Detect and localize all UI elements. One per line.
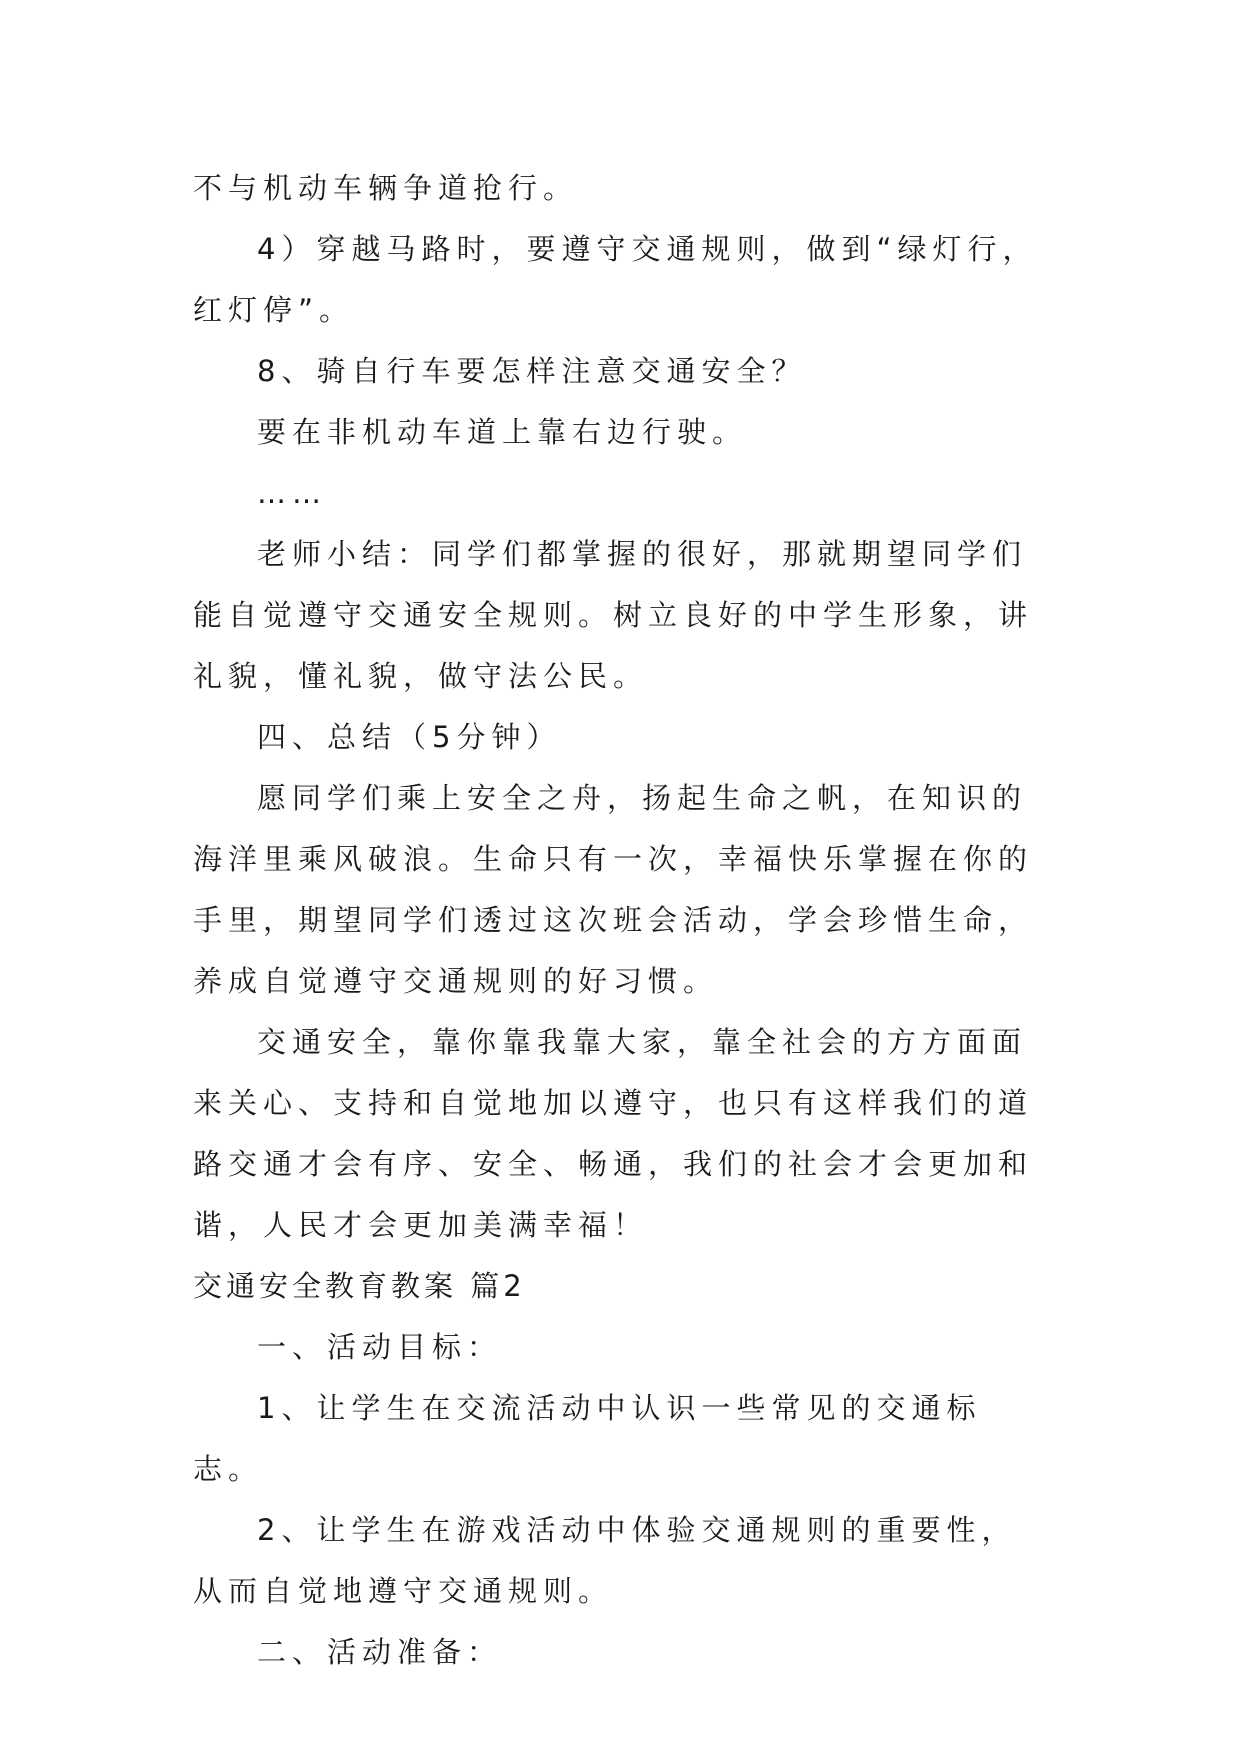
list-item: 1、让学生在交流活动中认识一些常见的交通标志。 xyxy=(193,1391,982,1486)
summary-heading: 四、总结（5分钟） xyxy=(257,720,562,754)
question-heading: 8、骑自行车要怎样注意交通安全？ xyxy=(257,354,807,388)
ellipsis-line: …… xyxy=(257,476,327,510)
paragraph: 愿同学们乘上安全之舟，扬起生命之帆，在知识的海洋里乘风破浪。生命只有一次，幸福快乐掌握在你的手里，期望同学们透过这次班会活动，学会珍惜生命，养成自觉遵守交通规则的好习惯。 xyxy=(193,781,1034,998)
paragraph: 4）穿越马路时，要遵守交通规则，做到“绿灯行，红灯停”。 xyxy=(193,232,1038,327)
paragraph: 交通安全，靠你靠我靠大家，靠全社会的方方面面来关心、支持和自觉地加以遵守，也只有这样我们的道路交通才会有序、安全、畅通，我们的社会才会更加和谐，人民才会更加美满幸福！ xyxy=(193,1025,1034,1242)
preparation-heading: 二、活动准备： xyxy=(257,1635,503,1669)
paragraph: 不与机动车辆争道抢行。 xyxy=(193,171,579,205)
paragraph: 要在非机动车道上靠右边行驶。 xyxy=(257,415,748,449)
paragraph: 老师小结：同学们都掌握的很好，那就期望同学们能自觉遵守交通安全规则。树立良好的中学生形象，讲礼貌，懂礼貌，做守法公民。 xyxy=(193,537,1034,693)
list-item: 2、让学生在游戏活动中体验交通规则的重要性，从而自觉地遵守交通规则。 xyxy=(193,1513,1017,1608)
objectives-heading: 一、活动目标： xyxy=(257,1330,503,1364)
document-body xyxy=(193,158,1051,1683)
section-title: 交通安全教育教案 篇2 xyxy=(193,1269,526,1303)
